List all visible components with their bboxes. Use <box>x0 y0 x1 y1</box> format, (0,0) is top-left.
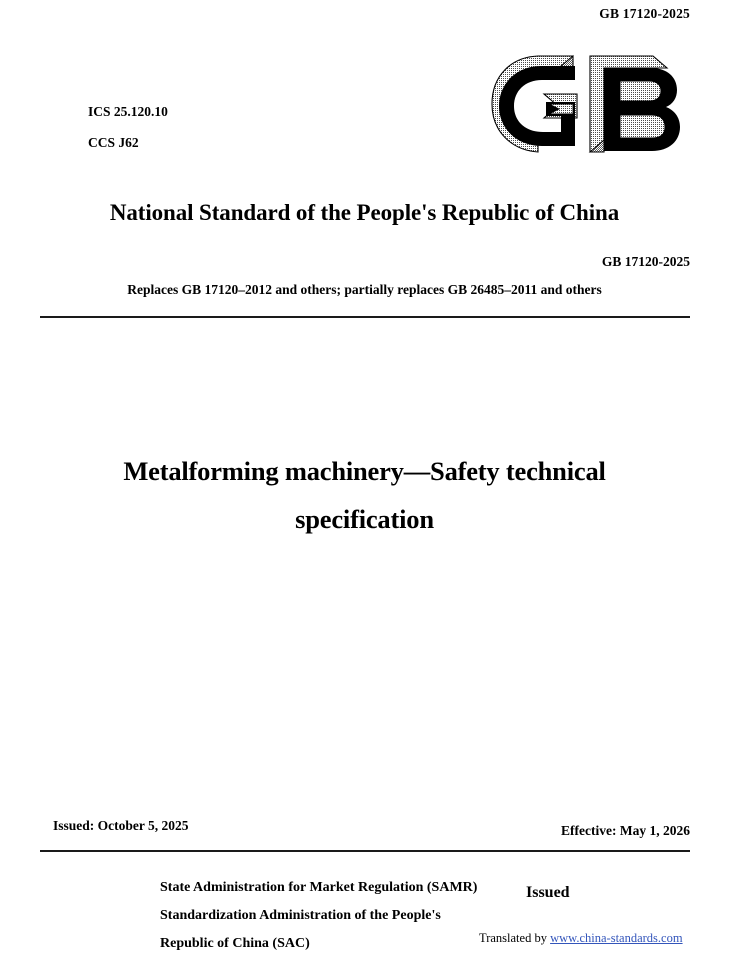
issuing-authority-line-1: State Administration for Market Regulation (SAMR) <box>160 880 478 895</box>
effective-date: Effective: May 1, 2026 <box>561 823 690 838</box>
page-title <box>64 447 665 543</box>
gb-emblem-icon <box>489 52 683 156</box>
ccs-code: CCS J62 <box>88 134 139 150</box>
national-standard-line: National Standard of the People's Republic of China <box>109 200 620 225</box>
issuing-authority-block <box>160 874 477 958</box>
issuing-authority-line-3: Republic of China (SAC) <box>160 936 310 951</box>
issued-label: Issued <box>526 884 570 901</box>
issuing-authority-line-2: Standardization Administration of the People's <box>160 908 441 923</box>
translation-credit-prefix: Translated by <box>479 931 551 945</box>
ics-code: ICS 25.120.10 <box>88 104 168 119</box>
page-title-line-2: specification <box>295 504 434 535</box>
translation-credit <box>479 931 683 946</box>
page-title-line-1: Metalforming machinery—Safety technical <box>123 456 606 486</box>
translation-credit-link[interactable]: www.china-standards.com <box>550 931 683 945</box>
standard-designation: GB 17120-2025 <box>601 254 690 269</box>
issued-date: Issued: October 5, 2025 <box>53 818 189 833</box>
replaces-note: Replaces GB 17120–2012 and others; partially replaces GB 26485–2011 and others <box>127 282 602 297</box>
running-header-standard-number: GB 17120-2025 <box>599 6 690 21</box>
classification-block <box>88 105 168 149</box>
divider-top <box>40 316 690 318</box>
divider-bottom <box>40 850 690 852</box>
